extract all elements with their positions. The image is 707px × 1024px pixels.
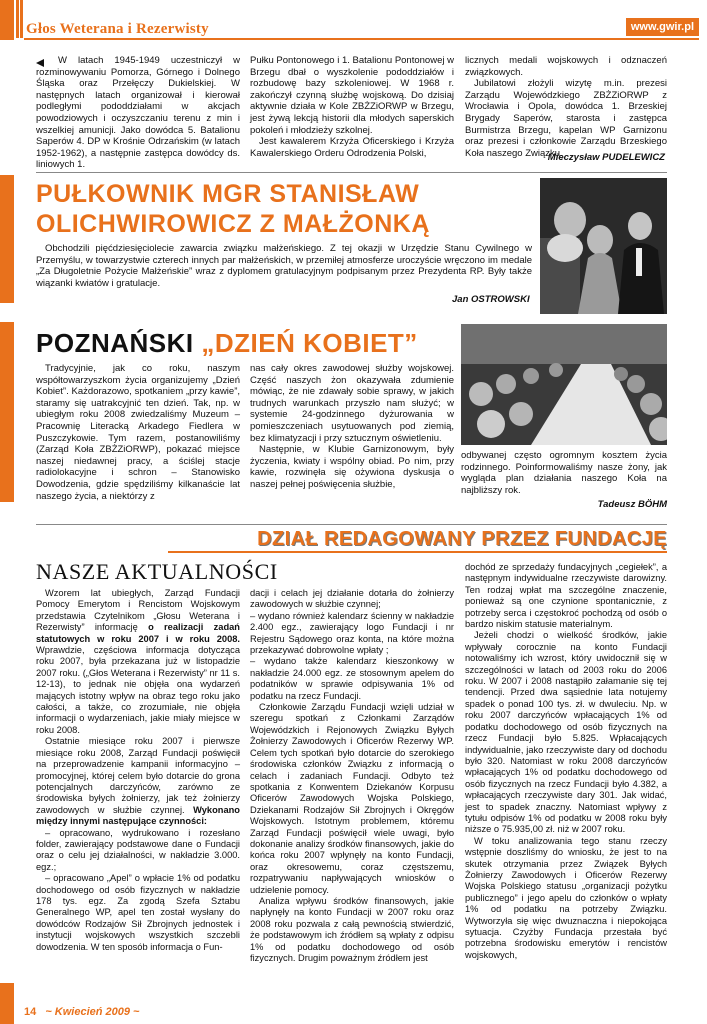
article2-column-3: odbywanej często ogromnym kosztem życia rodzinnego. Poinformowaliśmy nasze żony, jak wygląda plan działania naszego Koła na najbliższy rok. xyxy=(461,450,667,496)
stripe-decor xyxy=(16,0,19,38)
article-title-line-1: PUŁKOWNIK MGR STANISŁAW xyxy=(36,180,420,208)
couple-photo xyxy=(540,178,667,314)
divider xyxy=(36,524,667,525)
section-column-2: dacji i celach jej działanie dotarła do żołnierzy zawodowych w służbie czynnej; – wydano również kalendarz ścienny w nakładzie 2.400 egz., zawierający logo Fundacji i nr Rejestru Sądowego oraz konta, na które można przekazywać dobrowolne wpłaty ; – wydano także kalendarz kieszonkowy w nakładzie 24.000 egz. ze stosownym apelem do podatników w sprawie odpisywania 1% od podatku na rzecz Fundacji. Członkowie Zarządu Fundacji wzięli udział w szeregu spotkań z Członkami Zarządów Wojewódzkich i Rejonowych Związku Byłych Żołnierzy Zawodowych i Oficerów Rezerwy WP. Celem tych spotkań było dotarcie do szerokiego środowiska członków Związku z informacją o celach i zadaniach Fundacji. Odbyto też spotkania z Konwentem Dziekanów Korpusu Oficerów Zawodowych Wojska Polskiego, Dziekanami Rodzajów Sił Zbrojnych i Okręgów Wojskowych. Istotnym problemem, któremu Zarząd Fundacji poświęcił wiele uwagi, było dokonanie analizy środków finansowych, jakie do końca roku 2007 wpłynęły na konto Fundacji, oraz okresowemu, coraz częstszemu, rozpatrywaniu napływających wniosków o udzielenie pomocy. Analiza wpływu środków finansowych, jakie napłynęły na konto Fundacji w 2007 roku oraz 2008 roku pozwala z całą pewnością stwierdzić, że podstawowym ich źródłem są wpłaty z odpisu 1% od podatku dochodowego od osób fizycznych. Drugim poważnym źródłem jest xyxy=(250,588,454,963)
left-accent-bar xyxy=(0,322,14,502)
article2-column-2: nas cały okres zawodowej służby wojskowej. Część naszych żon okazywała zdumienie mówiąc, że nie zdawały sobie sprawy, w jakich trudnych warunkach przyszło nam służyć; w systemie 24-godzinnego dyżurowania w pomieszczeniach usytuowanych pod ziemią, bez klimatyzacji i przy sztucznym oświetleniu. Następnie, w Klubie Garnizonowym, były życzenia, kwiaty i wspólny obiad. Po nim, przy kawie, rozwinęła się ożywiona dyskusja o naszej pełnej poświęcenia służbie, xyxy=(250,363,454,490)
section-title: NASZE AKTUALNOŚCI xyxy=(36,559,278,584)
left-accent-bar xyxy=(0,983,14,1024)
header-rule xyxy=(24,38,699,40)
dinner-photo xyxy=(461,324,667,445)
section-column-3: dochód ze sprzedaży fundacyjnych „cegiełek”, a następnym indywidualne rzeczywiste darowizny. Ten rodzaj wpłat ma szczególne znaczenie, ponieważ są one czynione spontanicznie, z potrzeby serca i częstokroć pochodzą od osób o bardzo niskim statusie materialnym. Jeżeli chodzi o wielkość środków, jakie wpływały corocznie na konto Fundacji notowaliśmy ich wzrost, który uwidocznił się w szczególności w latach od 2003 roku do 2006 roku. W 2007 i 2008 nastąpiło załamanie się tej tendencji. Przed dwa sąsiednie lata notujemy spadek o ponad 100 tys. zł. w dwuleciu. Np. w roku 2007 darczyńców wpłacających 1% od podatku dochodowego od osób fizycznych na rzecz Fundacji było 5.825. Wpłacających indywidualnie, jako rzeczywiste dary od dochodu było 320. Natomiast w roku 2008 darczyńców wpłacających 1% od podatku dochodowego od osób fizycznych na rzecz Fundacji było 4.382, a wpłacających rzeczywiste dary 301. Jak widać, jest to spadek znaczny. Natomiast wpływy z tytułu odpisów 1% od podatku w 2008 roku były niższe o 75.935,00 zł. niż w 2007 roku. W toku analizowania tego stanu rzeczy wstępnie doszliśmy do wniosku, że jest to na skutek otrzymania przez Związek Byłych Żołnierzy Zawodowych i Oficerów Rezerwy Wojska Polskiego statusu „organizacji pożytku publicznego” i jego apelu do członków o wpłaty 1% od podatku na potrzeby Związku. Wytworzyła się więc dwuznaczna i niepokojąca sytuacja. Czyżby Fundacja przestała być potrzebna środowisku emerytów i rencistów wojskowych, xyxy=(465,562,667,960)
intro-column-3: licznych medali wojskowych i odznaczeń związkowych. Jubilatowi złożyli wizytę m.in. prezesi Zarządu Wojewódzkiego ZBŻZiORWP z Wrocławia i Opola, dowódca 1. Brzeskiej Brygady Saperów, starosta i zastępca Burmistrza Brzegu, kapelan WP Garnizonu oraz prezesi i członkowie Zarządu Brzeskiego Koła naszego Związku. xyxy=(465,55,667,159)
intro-signature: Mieczysław PUDELEWICZ xyxy=(547,152,665,163)
divider xyxy=(36,172,667,173)
issue-date: ~ Kwiecień 2009 ~ xyxy=(45,1006,140,1018)
paragraph: Ostatnie miesiące roku 2007 i pierwsze miesiące roku 2008, Zarząd Fundacji poświęcił na przeprowadzenie kampanii informacyjno – promocyjnej, której celem było dotarcie do grona potencjalnych darczyńców, zarówno ze środowiska byłych żołnierzy, jak też żołnierzy zawodowych w służbie czynnej. Wykonano między innymi następujące czynności: xyxy=(36,736,240,827)
section-banner: DZIAŁ REDAGOWANY PRZEZ FUNDACJĘ xyxy=(257,528,667,550)
couple-photo-drawing xyxy=(540,178,667,314)
article-title-line-2: OLICHWIROWICZ Z MAŁŻONKĄ xyxy=(36,210,430,238)
paragraph: – opracowano „Apel” o wpłacie 1% od podatku dochodowego od osób fizycznych w nakładzie 178 tys. egz. Za zgodą Szefa Sztabu Generalnego WP, apel ten został wysłany do dowódców Rodzajów Sił Zbrojnych jednostek i instytucji wojskowych wszystkich szczebli dowodzenia. W ten sposób informacja o Fun- xyxy=(36,873,240,952)
intro-column-2: Pułku Pontonowego i 1. Batalionu Pontonowej w Brzegu dbał o wyszkolenie pododdziałów i rozbudowę bazy szkoleniowej. W 1968 r. zakończył czynną służbę wojskową. Do dzisiaj aktywnie działa w Kole ZBŻZiORWP w Brzegu, jest żywą lekcją historii dla młodych saperskich pokoleń i młodzieży szkolnej. Jest kawalerem Krzyża Oficerskiego i Krzyża Kawalerskiego Orderu Odrodzenia Polski, xyxy=(250,55,454,159)
article2-title: POZNAŃSKI „DZIEŃ KOBIET” xyxy=(36,328,418,358)
paragraph: – opracowano, wydrukowano i rozesłano folder, zawierający podstawowe dane o Fundacji oraz o celu jej działalności, w nakładzie 3.000. egz.; xyxy=(36,827,240,872)
article2-signature: Tadeusz BÖHM xyxy=(597,499,667,510)
page-number: 14 xyxy=(24,1006,37,1018)
website-link[interactable]: www.gwir.pl xyxy=(626,18,699,36)
stripe-decor xyxy=(20,0,23,38)
intro-column-1: W latach 1945-1949 uczestniczył w rozminowywaniu Pomorza, Górnego i Dolnego Śląska oraz Przełęczy Dukielskiej. W następnych latach organizował i kierował podległymi pododdziałami w akcjach powodziowych i oczyszczaniu terenu z min i wszelkiej amunicji. Jako dowódca 5. Batalionu Saperów 4. DP w Krośnie Odrzańskim (w latach 1952-1962), a następnie zastępca dowódcy ds. liniowych 1. xyxy=(36,55,240,171)
article1-signature: Jan OSTROWSKI xyxy=(452,294,530,305)
dinner-photo-drawing xyxy=(461,324,667,445)
left-accent-bar xyxy=(0,175,14,303)
paragraph: Wzorem lat ubiegłych, Zarząd Fundacji Pomocy Emerytom i Rencistom Wojskowym przedstawia Czytelnikom „Głosu Weterana i Rezerwisty” informację o realizacji zadań statutowych w roku 2007 i w roku 2008. Wprawdzie, częściowa informacja dotycząca roku 2007, była przekazana już w listopadzie 2007 roku. („Głos Weterana i Rezerwisty” nr 11 s. 12-13), to jednak nie objęła ona wydarzeń mających istotny wpływ na obraz tego roku jako całości, a także, co zrozumiałe, nie objęła informacji o wydarzeniach, jakie miały miejsce w roku 2008. xyxy=(36,588,240,735)
magazine-title: Głos Weterana i Rezerwisty xyxy=(26,21,209,37)
article1-body: Obchodzili pięćdziesięciolecie zawarcia związku małżeńskiego. Z tej okazji w Urzędzie Stanu Cywilnego w Przemyślu, w towarzystwie czterech innych par małżeńskich, w przemiłej atmosferze uroczyście wręczono im medale „Za Długoletnie Pożycie Małżeńskie” wraz z dyplomem gratulacyjnym podpisanym przez Prezydenta RP. Były także wiązanki kwiatów i gratulacje. xyxy=(36,243,532,289)
article2-column-1: Tradycyjnie, jak co roku, naszym współtowarzyszkom życia organizujemy „Dzień Kobiet”. Każdorazowo, spotkaniem „przy kawie”, staramy się uatrakcyjnić ten dzień. Tak, np. w ubiegłym roku 2008 zwiedzaliśmy Muzeum – Pracownię Literacką Arkadego Fiedlera w Puszczykowie. Tym razem, postanowiliśmy (Zarząd Koła ZBŻZiORWP), pokazać miejsce naszej niedawnej pracy, a ściślej stacje radiolokacyjne i schron – Stanowisko Dowodzenia, gdzie spędziliśmy kilkanaście lat naszego życia, a niektórzy z xyxy=(36,363,240,502)
left-accent-bar xyxy=(0,0,14,40)
banner-rule xyxy=(168,551,667,553)
footer xyxy=(24,1006,139,1018)
section-column-1 xyxy=(36,588,240,953)
